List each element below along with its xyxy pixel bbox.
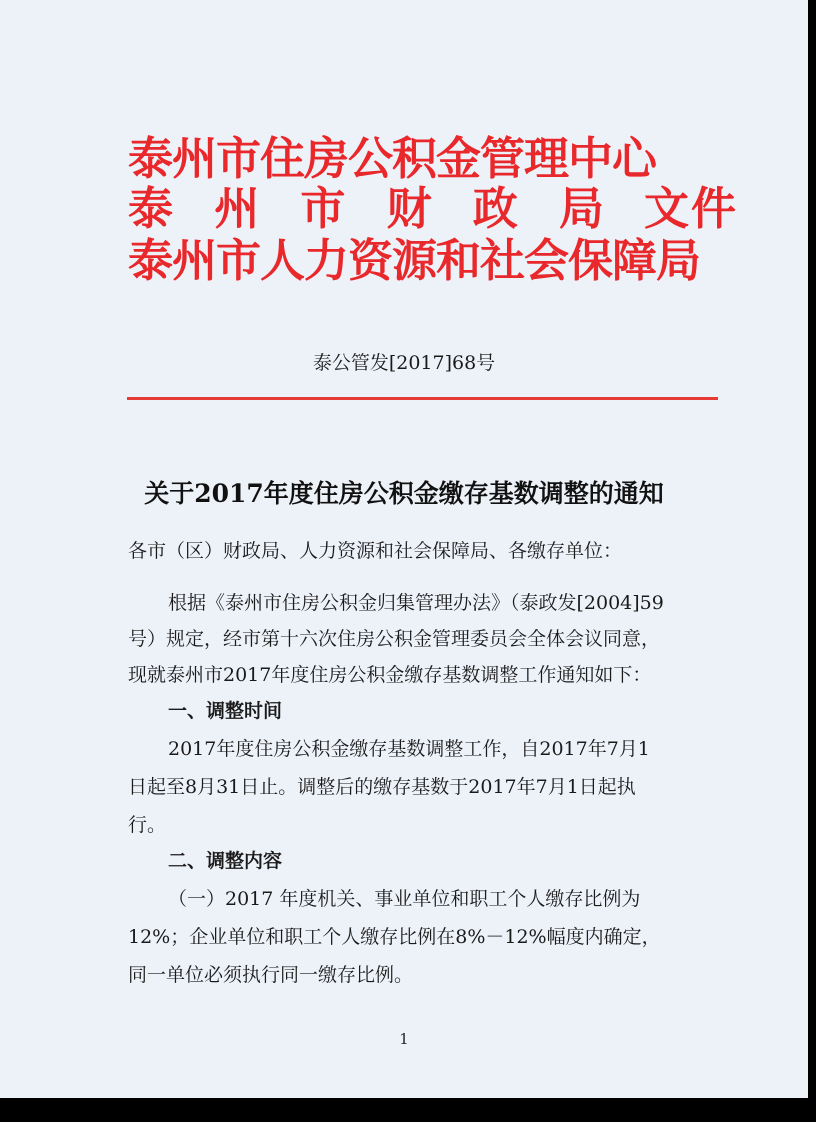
paragraph-line: （一）2017 年度机关、事业单位和职工个人缴存比例为 xyxy=(168,888,641,910)
salutation: 各市（区）财政局、人力资源和社会保障局、各缴存单位： xyxy=(128,540,623,562)
header-char: 政 xyxy=(472,182,518,235)
paragraph-line: 现就泰州市2017年度住房公积金缴存基数调整工作通知如下： xyxy=(128,664,652,686)
header-line-housing-fund-center: 泰州市住房公积金管理中心 xyxy=(128,132,657,185)
header-document-suffix: 文件 xyxy=(644,182,739,235)
paragraph-line: 2017年度住房公积金缴存基数调整工作，自2017年7月1 xyxy=(168,738,650,760)
paragraph-line: 12%；企业单位和职工个人缴存比例在8%－12%幅度内确定， xyxy=(128,926,661,948)
section-heading-timing: 一、调整时间 xyxy=(168,700,283,722)
document-title: 关于2017年度住房公积金缴存基数调整的通知 xyxy=(144,479,664,508)
paragraph-line: 根据《泰州市住房公积金归集管理办法》（泰政发[2004]59 xyxy=(168,592,664,614)
paragraph-line: 行。 xyxy=(128,814,167,836)
header-char: 财 xyxy=(386,182,432,235)
header-char: 泰 xyxy=(128,182,174,235)
header-char: 市 xyxy=(300,182,346,235)
header-char: 局 xyxy=(558,182,604,235)
paragraph-line: 同一单位必须执行同一缴存比例。 xyxy=(128,964,414,986)
paragraph-line: 日起至8月31日止。调整后的缴存基数于2017年7月1日起执 xyxy=(128,776,636,798)
page-number: 1 xyxy=(399,1030,409,1048)
paragraph-line: 号）规定，经市第十六次住房公积金管理委员会全体会议同意， xyxy=(128,628,661,650)
header-char: 州 xyxy=(214,182,260,235)
header-line-hr-bureau: 泰州市人力资源和社会保障局 xyxy=(128,234,701,287)
red-divider-line xyxy=(127,397,718,400)
section-heading-content: 二、调整内容 xyxy=(168,850,283,872)
document-number: 泰公管发[2017]68号 xyxy=(312,352,496,374)
